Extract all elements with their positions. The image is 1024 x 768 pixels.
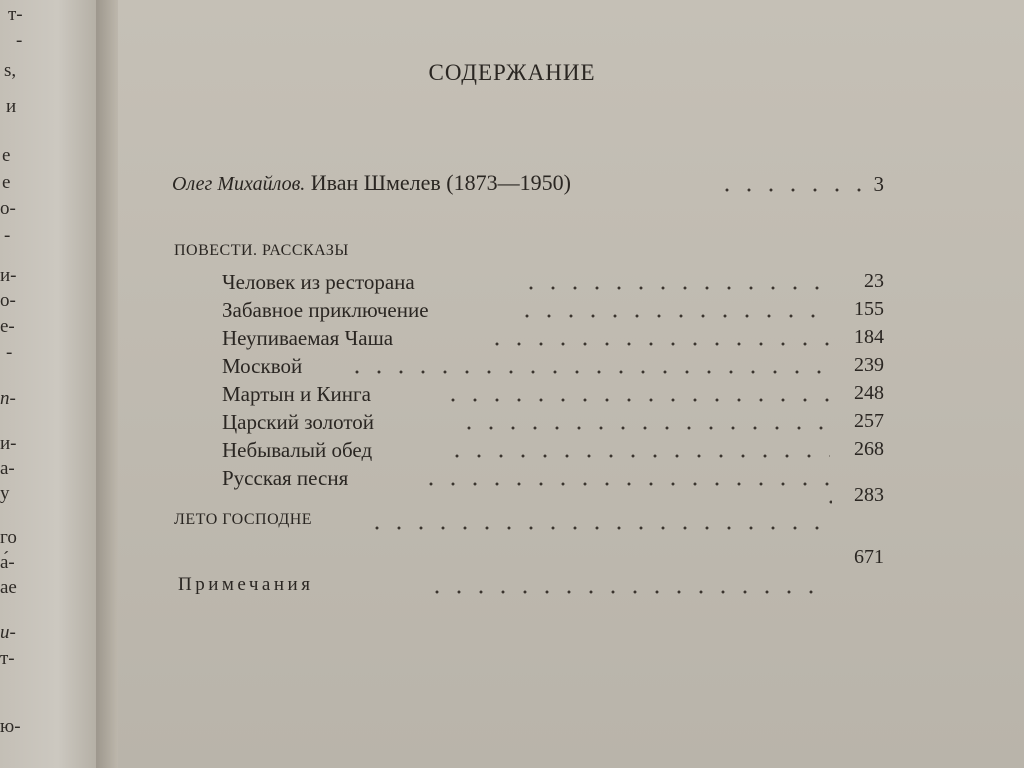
dot-leader xyxy=(516,314,830,318)
toc-entry-title: Неупиваемая Чаша xyxy=(222,326,394,350)
dot-leader xyxy=(426,590,830,594)
left-page-fragment: а- xyxy=(0,458,15,479)
left-page-fragment: ае xyxy=(0,577,17,598)
toc-entry-title: Москвой xyxy=(222,354,303,378)
section-heading: ЛЕТО ГОСПОДНЕ xyxy=(174,511,313,528)
toc-entry-title: Небывалый обед xyxy=(222,438,373,462)
left-page-fragment: и- xyxy=(0,265,17,286)
left-page-fragment: т- xyxy=(0,648,15,669)
dot-leader xyxy=(446,454,830,458)
section-heading: ПОВЕСТИ. РАССКАЗЫ xyxy=(174,242,349,259)
intro-title: Иван Шмелев (1873—1950) xyxy=(310,170,571,195)
page-number: 155 xyxy=(854,298,884,320)
left-page-fragment: - xyxy=(16,30,23,51)
notes-title: Примечания xyxy=(178,574,314,595)
left-page-fragment: т- xyxy=(8,4,23,25)
page-number: 3 xyxy=(873,172,884,196)
dot-leader xyxy=(486,342,830,346)
left-page-fragment: ю- xyxy=(0,716,21,737)
dot-leader xyxy=(458,426,830,430)
left-page-fragment: и- xyxy=(0,433,17,454)
left-page-fragment: s, xyxy=(4,60,17,81)
toc-entry-title: Царский золотой xyxy=(222,410,374,434)
left-page-fragment: п- xyxy=(0,388,16,409)
toc-entry-title: Мартын и Кинга xyxy=(222,382,371,406)
page-title: СОДЕРЖАНИЕ xyxy=(428,60,596,85)
dot-leader xyxy=(366,526,830,530)
dot-leader xyxy=(442,398,830,402)
page-number: 248 xyxy=(854,382,884,404)
toc-entry-intro xyxy=(172,170,571,196)
page-number: 239 xyxy=(854,354,884,376)
page-number: 23 xyxy=(864,270,884,292)
intro-author: Олег Михайлов. xyxy=(172,173,306,195)
dot-leader xyxy=(520,286,830,290)
left-page-fragment: го xyxy=(0,527,17,548)
left-page-fragment: у xyxy=(0,483,10,504)
left-page-fragment: и xyxy=(6,96,17,117)
page-number: 257 xyxy=(854,410,884,432)
page-number: 184 xyxy=(854,326,884,348)
left-page-fragment: о- xyxy=(0,198,16,219)
dot-leader xyxy=(420,482,830,486)
left-page-fragment: - xyxy=(4,225,11,246)
toc-entry-title: Человек из ресторана xyxy=(222,270,415,294)
page-number: 671 xyxy=(854,546,884,568)
left-page-fragment: е xyxy=(2,172,11,193)
toc-entry-title: Забавное приключение xyxy=(222,298,429,322)
left-page-fragment: а́- xyxy=(0,552,15,573)
page-number: 283 xyxy=(854,484,884,506)
page-number: 268 xyxy=(854,438,884,460)
facing-page xyxy=(0,0,96,768)
left-page-fragment: e- xyxy=(0,316,15,337)
dot-leader xyxy=(346,370,830,374)
left-page-fragment: - xyxy=(6,342,13,363)
toc-entry-title: Русская песня xyxy=(222,466,349,490)
left-page-fragment: и- xyxy=(0,622,16,643)
left-page-fragment: е xyxy=(2,145,11,166)
book-gutter xyxy=(96,0,118,768)
left-page-fragment: о- xyxy=(0,290,16,311)
